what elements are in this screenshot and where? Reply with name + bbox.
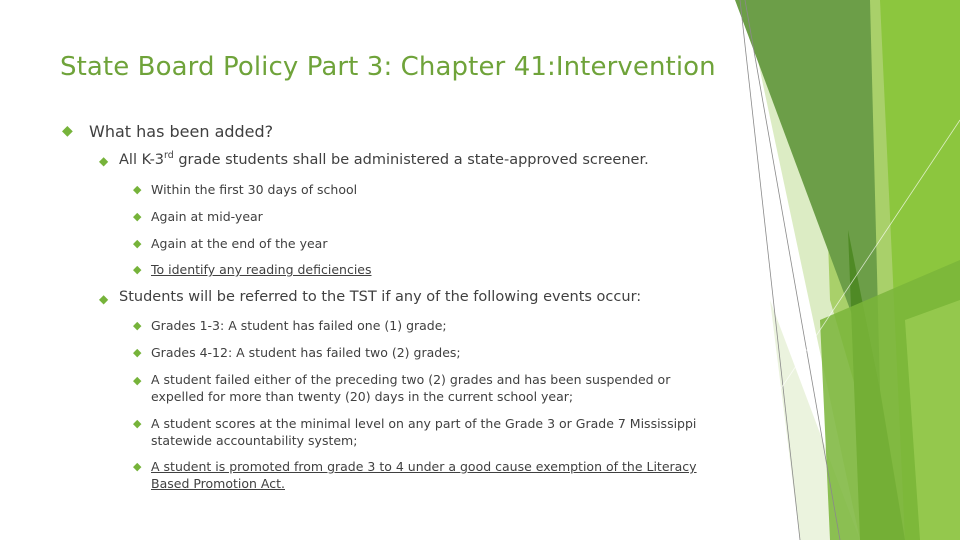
referral-item: A student is promoted from grade 3 to 4 under a good cause exemption of the Literacy Based Promotion Act. [151, 459, 697, 491]
diamond-bullet-icon: ◆ [133, 319, 142, 332]
diamond-bullet-icon: ◆ [133, 460, 142, 473]
screener-item: Again at the end of the year [151, 236, 328, 251]
screener-prefix: All K-3 [119, 152, 165, 168]
diamond-bullet-icon: ◆ [133, 346, 142, 359]
diamond-bullet-icon: ◆ [133, 183, 142, 196]
referral-heading: Students will be referred to the TST if any of the following events occur: [119, 289, 642, 305]
diamond-bullet-icon: ◆ [133, 417, 142, 430]
diamond-bullet-icon: ◆ [133, 237, 142, 250]
screener-suffix: grade students shall be administered a state-approved screener. [173, 152, 649, 168]
diamond-bullet-icon: ◆ [62, 123, 73, 139]
diamond-bullet-icon: ◆ [133, 210, 142, 223]
screener-statement [119, 152, 649, 168]
screener-sup: rd [164, 150, 174, 162]
diamond-bullet-icon: ◆ [99, 154, 109, 168]
diamond-bullet-icon: ◆ [133, 263, 142, 276]
referral-item: Grades 4-12: A student has failed two (2) grades; [151, 345, 461, 360]
slide-title: State Board Policy Part 3: Chapter 41:Intervention [60, 52, 716, 82]
referral-item: Grades 1-3: A student has failed one (1) grade; [151, 318, 447, 333]
level1-heading: What has been added? [89, 122, 274, 141]
screener-item: Again at mid-year [151, 209, 263, 224]
screener-item: Within the first 30 days of school [151, 182, 358, 197]
referral-item: A student failed either of the preceding two (2) grades and has been suspended or expelled for more than twenty (20) days in the current school year; [151, 372, 671, 404]
diamond-bullet-icon: ◆ [133, 374, 142, 387]
screener-item: To identify any reading deficiencies [151, 262, 372, 277]
diamond-bullet-icon: ◆ [99, 292, 109, 306]
referral-item: A student scores at the minimal level on any part of the Grade 3 or Grade 7 Mississippi statewide accountability system; [151, 416, 697, 448]
